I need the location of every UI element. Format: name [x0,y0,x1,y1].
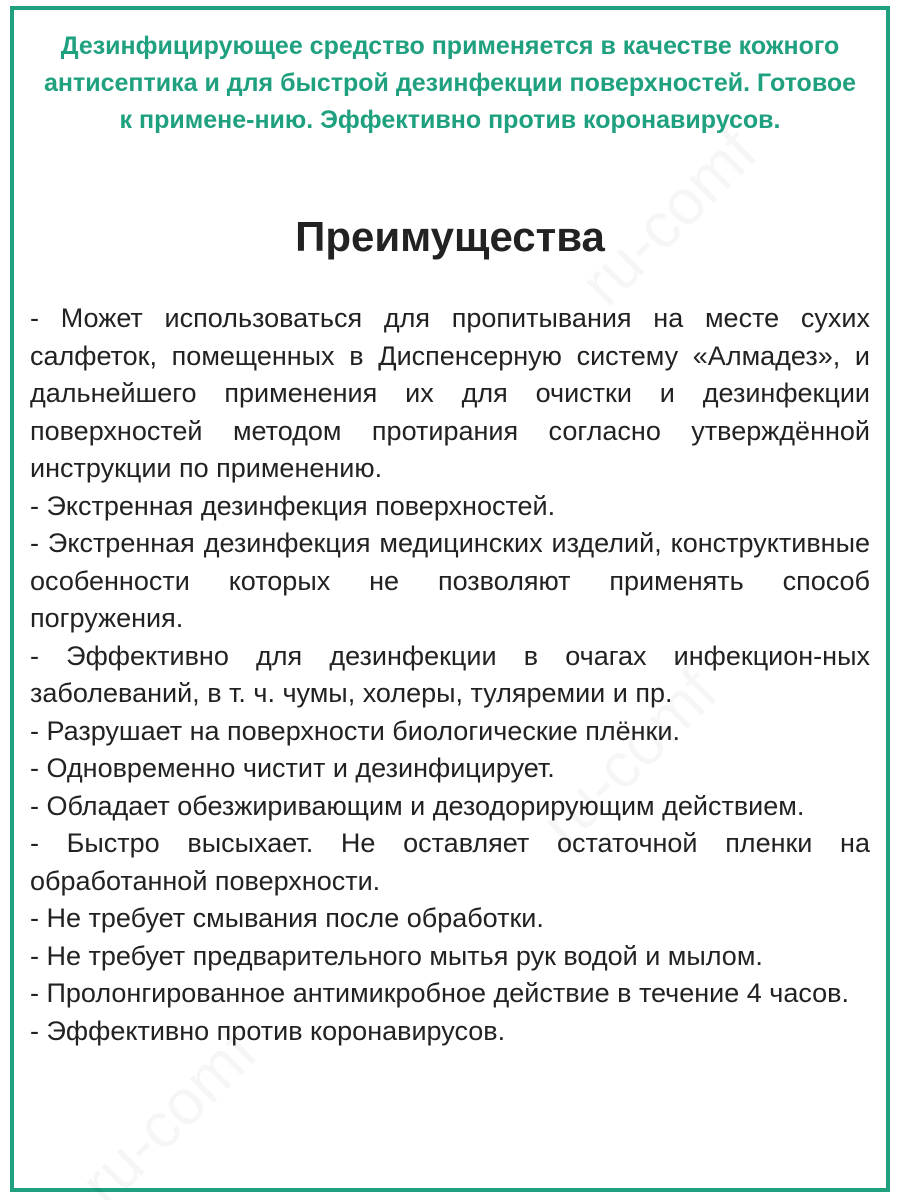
advantages-heading: Преимущества [295,213,605,260]
list-item: - Быстро высыхает. Не оставляет остаточной пленки на обработанной поверхности. [30,828,870,896]
list-item: - Экстренная дезинфекция поверхностей. [30,490,556,521]
list-item: - Эффективно против коронавирусов. [30,1015,506,1046]
advantages-list [30,300,870,1050]
list-item: - Экстренная дезинфекция медицинских изделий, конструктивные особенности которых не позволяют применять способ погружения. [30,528,870,633]
list-item: - Обладает обезжиривающим и дезодорирующим действием. [30,790,805,821]
list-item: - Одновременно чистит и дезинфицирует. [30,753,555,783]
list-item: - Пролонгированное антимикробное действие в течение 4 часов. [30,978,850,1008]
list-item: - Разрушает на поверхности биологические плёнки. [30,715,680,746]
list-item: - Может использоваться для пропитывания на месте сухих салфеток, помещенных в Диспенсерную систему «Алмадез», и дальнейшего применения их для очистки и дезинфекции поверхностей методом протирания согласно утверждённой инструкции по применению. [30,303,870,483]
intro-paragraph: Дезинфицирующее средство применяется в качестве кожного антисептика и для быстрой дезинфекции поверхностей. Готовое к примене-нию. Эффективно против коронавирусов. [43,32,857,134]
list-item: - Эффективно для дезинфекции в очагах инфекцион-ных заболеваний, в т. ч. чумы, холеры, туляремии и пр. [30,640,870,708]
list-item: - Не требует смывания после обработки. [30,903,544,933]
list-item: - Не требует предварительного мытья рук водой и мылом. [30,940,763,971]
